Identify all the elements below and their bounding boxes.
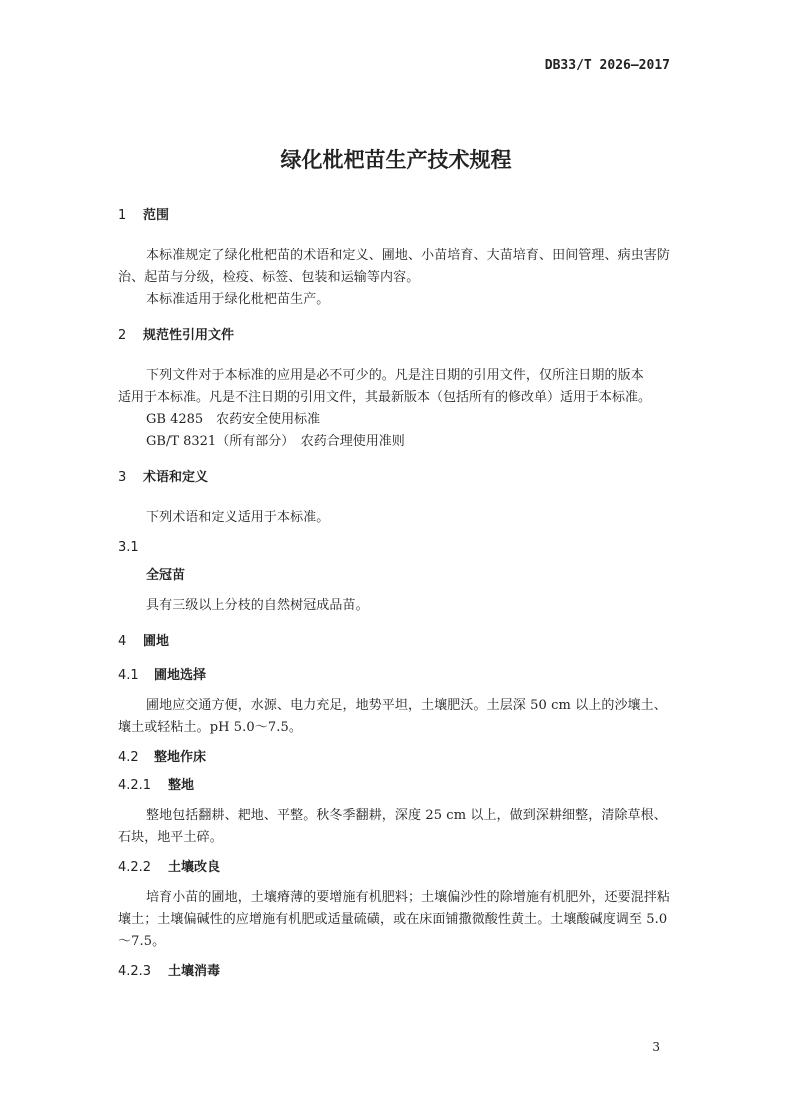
section-title: 术语和定义 [143,470,209,485]
section-title: 圃地 [143,634,170,649]
section-number: 4 [118,634,127,649]
reference-item: GB/T 8321（所有部分） 农药合理使用准则 [146,434,405,449]
section-title: 圃地选择 [154,668,207,683]
section-number: 4.1 [118,668,139,683]
term-number: 3.1 [118,540,139,555]
section-4-2-2-heading [118,859,678,877]
section-number: 2 [118,328,127,343]
scope-applicability: 本标准适用于绿化枇杷苗生产。 [146,292,330,307]
standard-code: DB33/T 2026—2017 [544,58,670,73]
nursery-site-paragraph: 圃地应交通方便，水源、电力充足，地势平坦，土壤肥沃。土层深 50 cm 以上的沙壤土、壤土或轻粘土。pH 5.0～7.5。 [118,698,667,735]
section-3-heading [118,469,678,487]
section-4-2-heading [118,749,678,767]
references-intro-line1: 下列文件对于本标准的应用是必不可少的。凡是注日期的引用文件，仅所注日期的版本 [146,368,644,383]
soil-improvement-paragraph: 培育小苗的圃地，土壤瘠薄的要增施有机肥料；土壤偏沙性的除增施有机肥外，还要混拌粘壤土；土壤偏碱性的应增施有机肥或适量硫磺，或在床面铺撒微酸性黄土。土壤酸碱度调至 5.0～7.5。 [118,890,671,949]
section-number: 4.2.2 [118,860,152,875]
section-4-2-3-heading [118,963,678,981]
section-title: 整地 [168,778,195,793]
section-1-heading [118,207,678,225]
reference-item: GB 4285 农药安全使用标准 [146,412,321,427]
document-body [118,207,678,981]
section-2-heading [118,327,678,345]
section-title: 土壤改良 [168,860,221,875]
section-title: 规范性引用文件 [143,328,235,343]
section-title: 整地作床 [154,750,207,765]
term-definition: 具有三级以上分枝的自然树冠成品苗。 [146,598,369,613]
document-title: 绿化枇杷苗生产技术规程 [280,148,512,172]
section-4-2-1-heading [118,777,678,795]
page-number: 3 [652,1040,660,1054]
section-title: 土壤消毒 [168,964,221,979]
terms-intro: 下列术语和定义适用于本标准。 [146,510,330,525]
land-preparation-paragraph: 整地包括翻耕、耙地、平整。秋冬季翻耕，深度 25 cm 以上，做到深耕细整，清除草根、石块，地平土碎。 [118,808,667,845]
section-number: 4.2 [118,750,139,765]
section-number: 1 [118,208,127,223]
section-number: 4.2.1 [118,778,152,793]
section-title: 范围 [143,208,170,223]
scope-paragraph: 本标准规定了绿化枇杷苗的术语和定义、圃地、小苗培育、大苗培育、田间管理、病虫害防治、起苗与分级，检疫、标签、包装和运输等内容。 [118,248,671,285]
section-number: 4.2.3 [118,964,152,979]
references-intro-line2: 适用于本标准。凡是不注日期的引用文件，其最新版本（包括所有的修改单）适用于本标准。 [118,390,652,405]
term-name: 全冠苗 [146,568,186,583]
section-number: 3 [118,470,127,485]
section-4-heading [118,633,678,651]
section-4-1-heading [118,667,678,685]
